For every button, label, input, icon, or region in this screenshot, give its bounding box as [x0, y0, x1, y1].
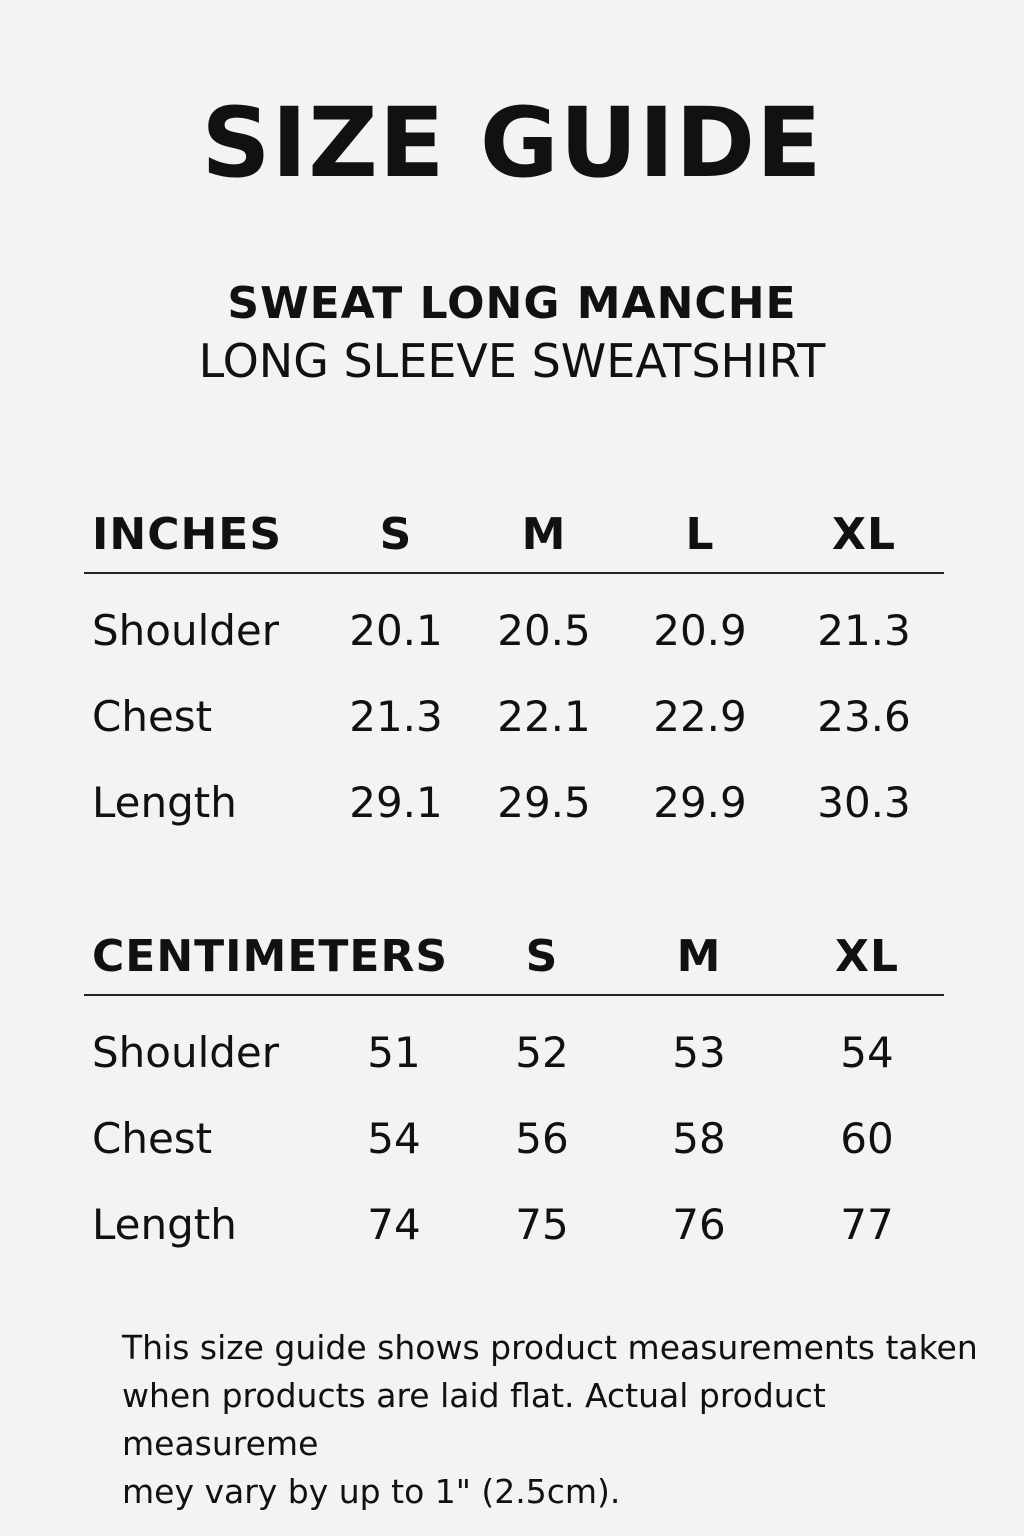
- inches-table-header: [84, 492, 944, 574]
- table-cell: 29.1: [349, 778, 443, 827]
- inches-size-table: [84, 492, 944, 848]
- centimeters-table-header: [84, 914, 944, 996]
- disclaimer-line: mey vary by up to 1" (2.5cm).: [122, 1472, 621, 1511]
- centimeters-size-table: [84, 914, 944, 1270]
- row-label-shoulder: Shoulder: [92, 606, 280, 655]
- page-title: SIZE GUIDE: [201, 87, 823, 199]
- table-cell: 20.5: [497, 606, 591, 655]
- size-header-m: M: [676, 931, 722, 982]
- table-cell: 22.9: [653, 692, 747, 741]
- size-header-l: L: [685, 509, 715, 560]
- product-name-french: SWEAT LONG MANCHE: [227, 278, 797, 329]
- table-cell: 20.1: [349, 606, 443, 655]
- product-name-english: LONG SLEEVE SWEATSHIRT: [198, 334, 826, 388]
- table-cell: 54: [840, 1028, 894, 1077]
- row-label-length: Length: [92, 778, 237, 827]
- table-row: [84, 676, 944, 762]
- table-row: [84, 590, 944, 676]
- table-cell: 75: [515, 1200, 569, 1249]
- table-cell: 74: [367, 1200, 421, 1249]
- table-cell: 76: [672, 1200, 726, 1249]
- table-cell: 77: [840, 1200, 894, 1249]
- size-header-xl: XL: [835, 931, 899, 982]
- disclaimer-line: This size guide shows product measurements taken: [122, 1328, 978, 1367]
- table-cell: 21.3: [349, 692, 443, 741]
- table-cell: 29.5: [497, 778, 591, 827]
- centimeters-unit-label: CENTIMETERS: [92, 931, 449, 982]
- table-cell: 58: [672, 1114, 726, 1163]
- row-label-chest: Chest: [92, 692, 213, 741]
- table-cell: 52: [515, 1028, 569, 1077]
- table-cell: 22.1: [497, 692, 591, 741]
- size-header-s: S: [379, 509, 413, 560]
- table-cell: 56: [515, 1114, 569, 1163]
- table-cell: 54: [367, 1114, 421, 1163]
- measurement-disclaimer: [122, 1324, 982, 1516]
- table-cell: 30.3: [817, 778, 911, 827]
- table-cell: 21.3: [817, 606, 911, 655]
- table-row: [84, 1098, 944, 1184]
- inches-unit-label: INCHES: [92, 509, 283, 560]
- table-cell: 29.9: [653, 778, 747, 827]
- table-row: [84, 762, 944, 848]
- table-cell: 23.6: [817, 692, 911, 741]
- table-cell: 20.9: [653, 606, 747, 655]
- table-row: [84, 1012, 944, 1098]
- size-header-s: S: [525, 931, 559, 982]
- table-cell: 51: [367, 1028, 421, 1077]
- size-header-xl: XL: [832, 509, 896, 560]
- row-label-length: Length: [92, 1200, 237, 1249]
- size-header-m: M: [521, 509, 567, 560]
- row-label-shoulder: Shoulder: [92, 1028, 280, 1077]
- table-cell: 60: [840, 1114, 894, 1163]
- table-cell: 53: [672, 1028, 726, 1077]
- disclaimer-line: when products are laid flat. Actual product measureme: [122, 1376, 826, 1463]
- row-label-chest: Chest: [92, 1114, 213, 1163]
- table-row: [84, 1184, 944, 1270]
